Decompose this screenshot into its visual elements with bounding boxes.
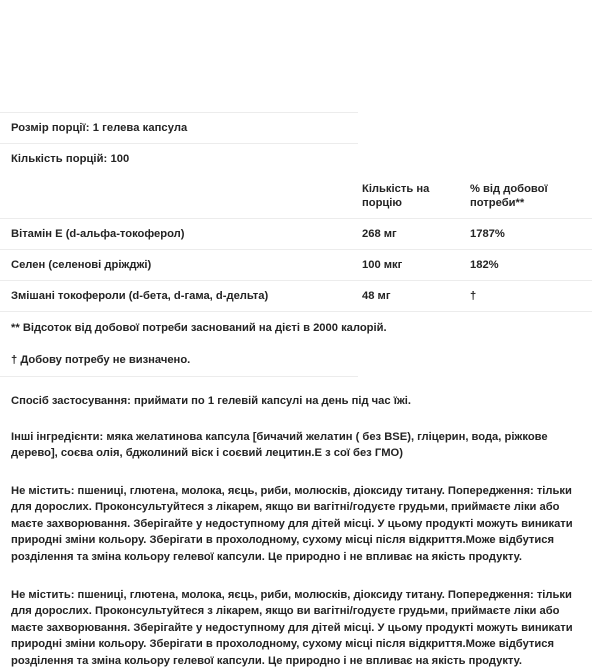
other-ingredients-text: Інші інгредієнти: мяка желатинова капсула [бичачий желатин ( без BSE), гліцерин, вода, ріжкове дерево], соєва олія, бджолиний віск і соєвий лецитин.Е з сої без ГМО) bbox=[11, 430, 548, 460]
nutrient-daily-value: 182% bbox=[470, 250, 592, 281]
nutrient-name: Вітамін Е (d-альфа-токоферол) bbox=[0, 219, 362, 250]
table-row bbox=[0, 281, 592, 312]
column-header-daily-value: % від добової потреби** bbox=[470, 174, 592, 219]
nutrient-name: Селен (селенові дріжджі) bbox=[0, 250, 362, 281]
serving-size-row: Розмір порції: 1 гелева капсула bbox=[11, 122, 188, 134]
table-row bbox=[0, 250, 592, 281]
nutrient-daily-value: † bbox=[470, 281, 592, 312]
table-header-row bbox=[0, 174, 592, 219]
servings-per-container-row: Кількість порцій: 100 bbox=[11, 153, 130, 165]
table-row bbox=[0, 219, 592, 250]
nutrition-table-body bbox=[0, 219, 592, 312]
nutrition-table-header bbox=[0, 174, 592, 219]
nutrition-facts-table bbox=[0, 174, 592, 312]
nutrient-amount: 100 мкг bbox=[362, 250, 470, 281]
nutrient-amount: 268 мг bbox=[362, 219, 470, 250]
footnote-divider bbox=[0, 376, 358, 377]
nutrient-name: Змішані токофероли (d-бета, d-гама, d-дельта) bbox=[0, 281, 362, 312]
dagger-footnote: † Добову потребу не визначено. bbox=[11, 354, 191, 366]
nutrient-daily-value: 1787% bbox=[470, 219, 592, 250]
column-header-nutrient bbox=[0, 174, 362, 219]
warning-text-primary: Не містить: пшениці, глютена, молока, яєць, риби, молюсків, діоксиду титану. Попередження: тільки для дорослих. Проконсультуйтеся з лікарем, якщо ви вагітні/годуєте грудьми, приймаєте ліки або маєте захворювання. Зберігайте у недоступному для дітей місці. У цьому продукті можуть виникати природні зміни кольору. Зберігати в прохолодному, сухому місці після відкриття.Може відбутися розділення та зміна кольору гелевої капсули. Це природно і не впливає на якість продукту. bbox=[11, 484, 573, 564]
warning-text-secondary: Не містить: пшениці, глютена, молока, яєць, риби, молюсків, діоксиду титану. Попередження: тільки для дорослих. Проконсультуйтеся з лікарем, якщо ви вагітні/годуєте грудьми, приймаєте ліки або маєте захворювання. Зберігайте у недоступному для дітей місці. У цьому продукті можуть виникати природні зміни кольору. Зберігати в прохолодному, сухому місці після відкриття.Може відбутися розділення та зміна кольору гелевої капсули. Це природно і не впливає на якість продукту. bbox=[11, 588, 573, 667]
daily-value-footnote: ** Відсоток від добової потреби заснований на дієті в 2000 калорій. bbox=[11, 322, 387, 334]
nutrient-amount: 48 мг bbox=[362, 281, 470, 312]
column-header-amount-per-serving: Кількість на порцію bbox=[362, 174, 470, 219]
directions-text: Спосіб застосування: приймати по 1 гелевій капсулі на день під час їжі. bbox=[11, 395, 412, 407]
